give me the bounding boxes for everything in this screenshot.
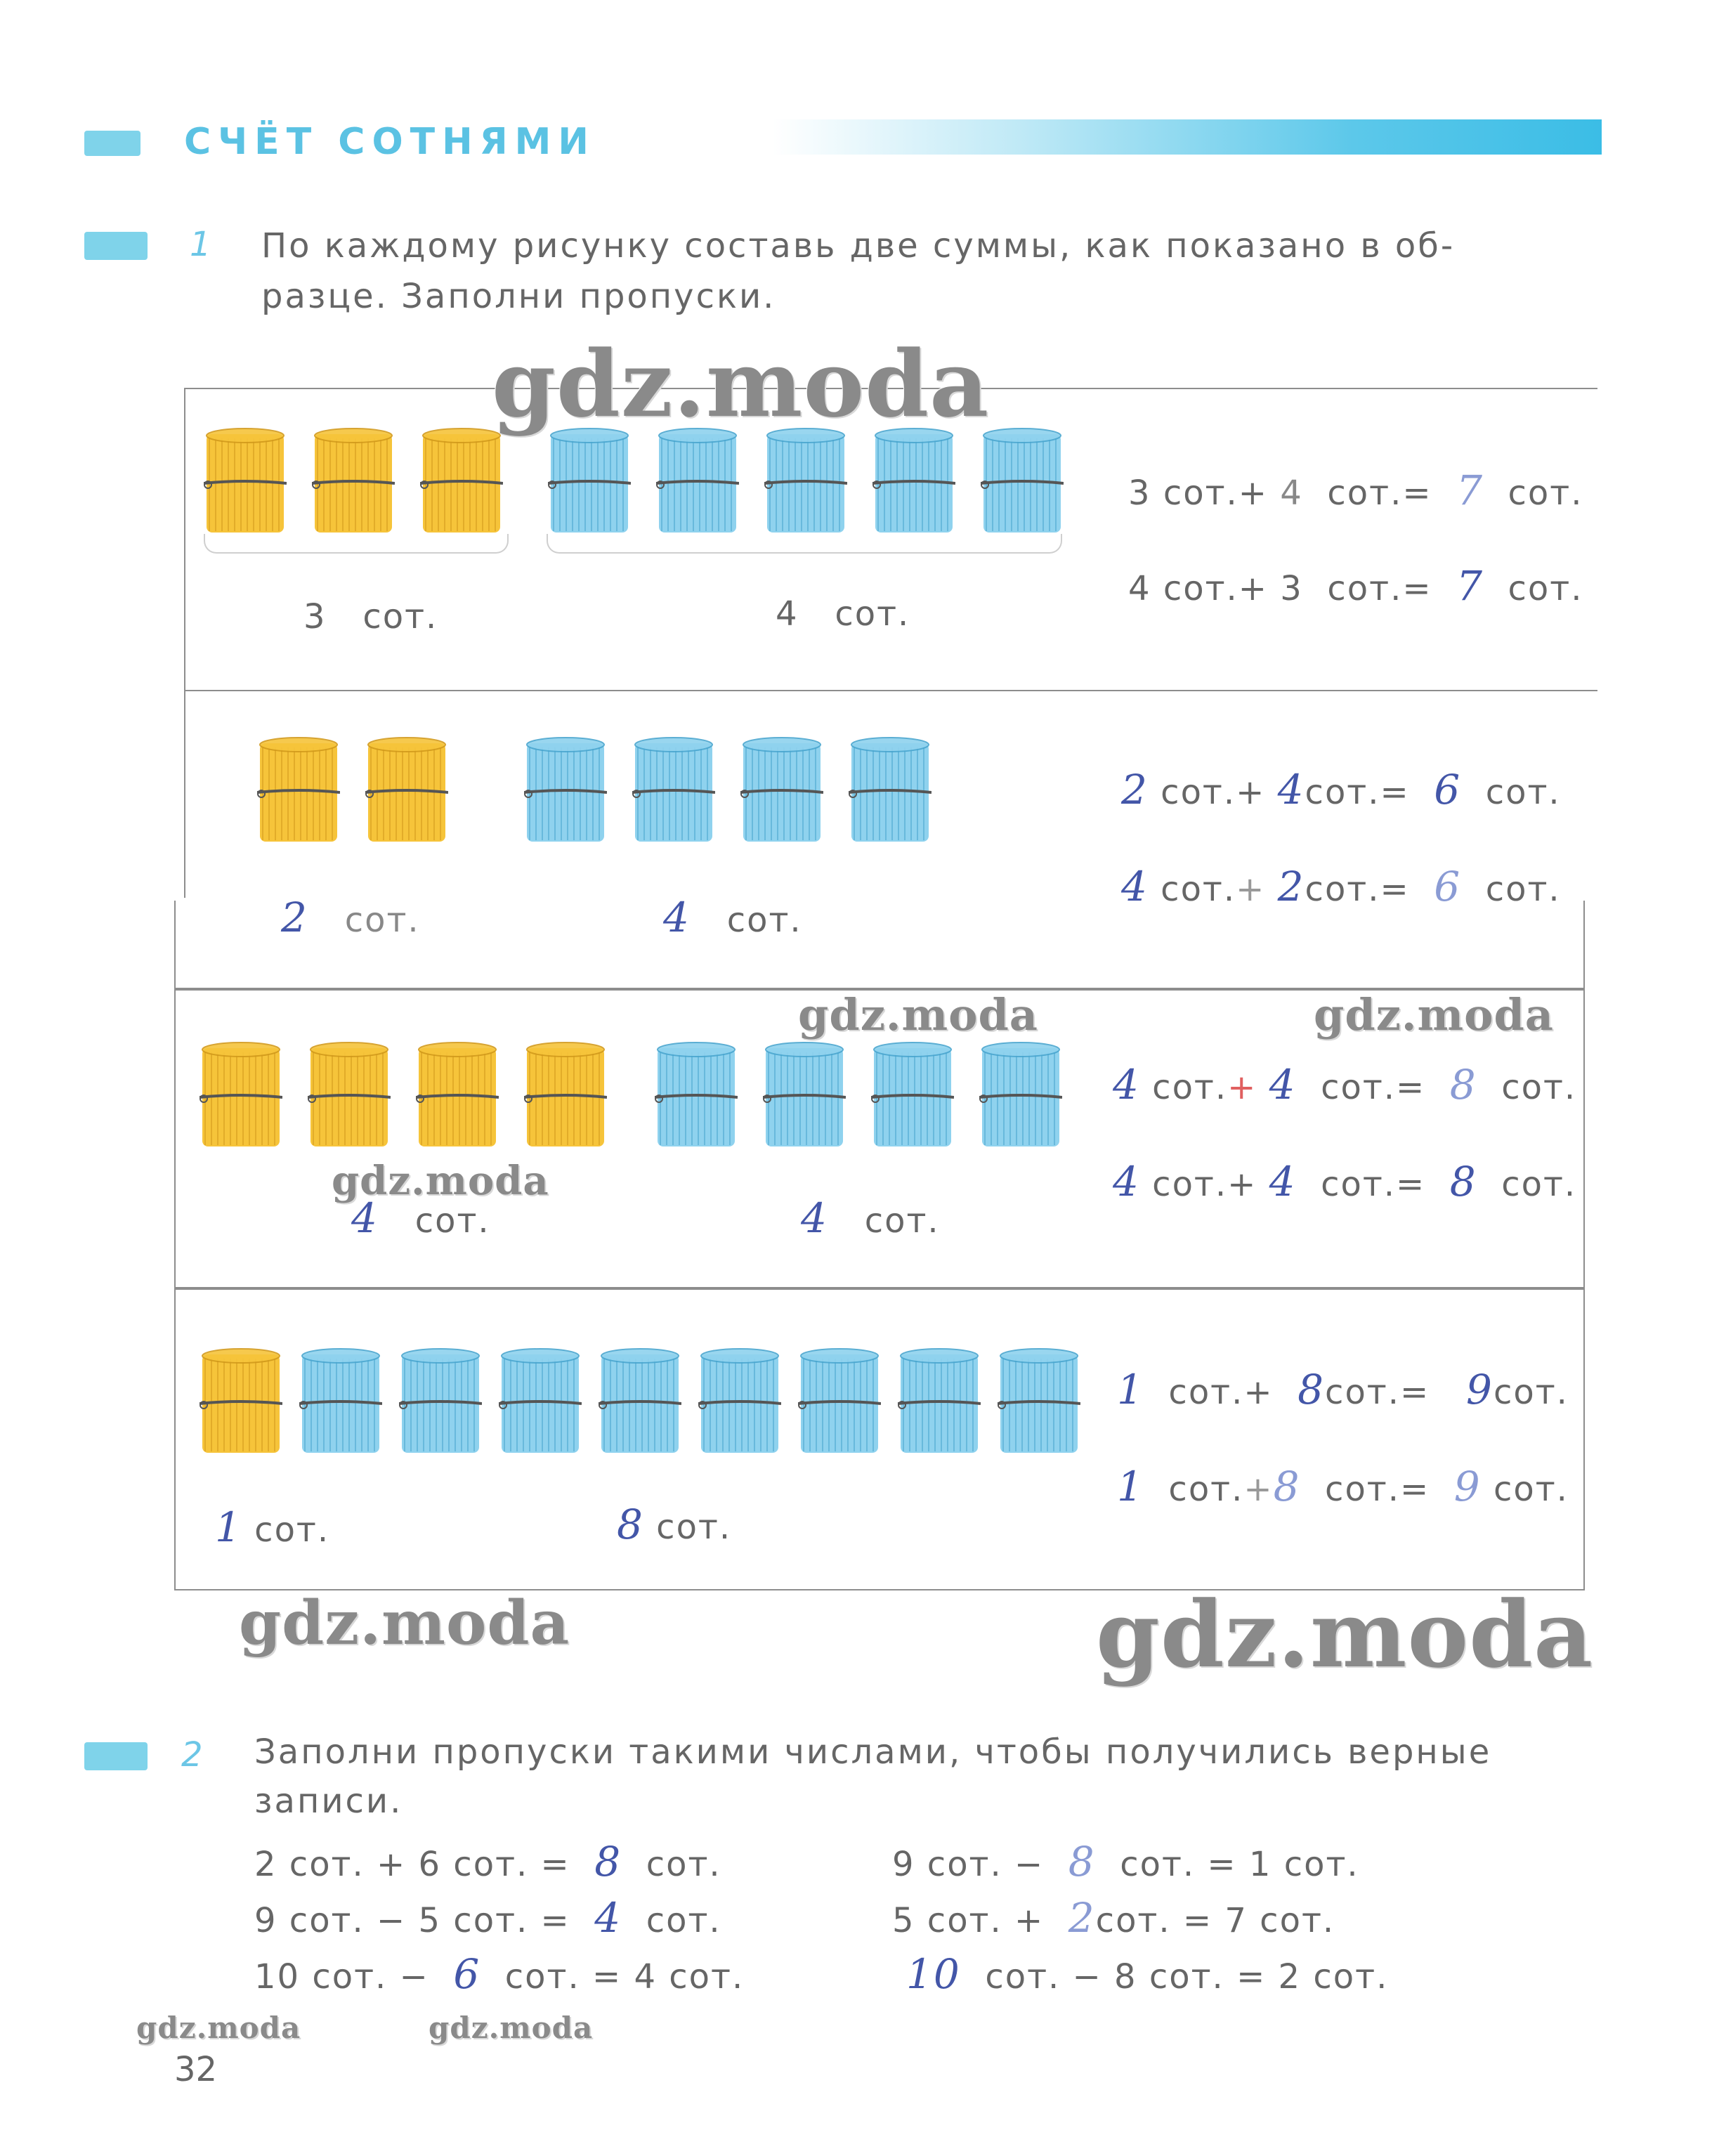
task1-number: 1 — [190, 225, 211, 264]
task2-right-line2: 5 сот. + 2сот. = 7 сот. — [892, 1894, 1335, 1942]
row3-caption-right: 4 сот. — [801, 1194, 940, 1242]
row4-caption-right: 8 сот. — [617, 1501, 732, 1548]
blue-bundle-icon — [849, 735, 932, 846]
page-number: 32 — [174, 2050, 218, 2089]
row1-caption-left: 3 сот. — [303, 597, 438, 636]
yellow-bundle-icon — [257, 735, 340, 846]
yellow-bundle-icon — [524, 1040, 607, 1151]
blue-bundle-icon — [698, 1346, 781, 1457]
blue-bundle-icon — [399, 1346, 482, 1457]
watermark: gdz.moda — [332, 1158, 549, 1204]
blue-bundle-icon — [871, 1040, 954, 1151]
blue-bundle-icon — [599, 1346, 681, 1457]
task2-number: 2 — [181, 1735, 203, 1775]
watermark: gdz.moda — [136, 2011, 301, 2045]
row1-brace-left — [204, 534, 509, 554]
watermark: gdz.moda — [239, 1588, 570, 1659]
blue-bundle-icon — [632, 735, 715, 846]
task1-text-line1: По каждому рисунку составь две суммы, как показано в об- — [261, 226, 1456, 266]
watermark: gdz.moda — [1314, 989, 1554, 1040]
task2-marker — [84, 1742, 148, 1770]
blue-bundle-icon — [898, 1346, 981, 1457]
task2-left-line1: 2 сот. + 6 сот. = 8 сот. — [254, 1838, 721, 1886]
yellow-bundle-icon — [204, 426, 287, 537]
yellow-bundle-icon — [416, 1040, 499, 1151]
blue-bundle-icon — [656, 426, 739, 537]
header-gradient-bar — [773, 119, 1602, 155]
row1-brace-right — [547, 534, 1062, 554]
blue-bundle-icon — [798, 1346, 881, 1457]
task1-marker — [84, 232, 148, 260]
yellow-bundle-icon — [308, 1040, 391, 1151]
row1-equation1: 3 сот.+ 4 сот.= 7 сот. — [1128, 466, 1583, 514]
row1-equation2: 4 сот.+ 3 сот.= 7 сот. — [1128, 562, 1583, 610]
task2-text-line1: Заполни пропуски такими числами, чтобы получились верные — [254, 1732, 1492, 1772]
blue-bundle-icon — [524, 735, 607, 846]
task2-text-line2: записи. — [254, 1782, 403, 1821]
row1-caption-right: 4 сот. — [776, 594, 910, 634]
task2-left-line2: 9 сот. − 5 сот. = 4 сот. — [254, 1894, 721, 1942]
blue-bundle-icon — [979, 1040, 1062, 1151]
blue-bundle-icon — [981, 426, 1064, 537]
section-marker — [84, 131, 140, 156]
blue-bundle-icon — [299, 1346, 382, 1457]
task2-right-line1: 9 сот. − 8 сот. = 1 сот. — [892, 1838, 1359, 1886]
blue-bundle-icon — [872, 426, 955, 537]
task1-text-line2: разце. Заполни пропуски. — [261, 277, 776, 316]
blue-bundle-icon — [740, 735, 823, 846]
row2-equation1: 2 сот.+ 4сот.= 6 сот. — [1121, 766, 1561, 814]
row2-equation2: 4 сот.+ 2сот.= 6 сот. — [1121, 863, 1561, 910]
row4-equation2: 1 сот.+8 сот.= 9 сот. — [1117, 1463, 1569, 1510]
row3-caption-left: 4 сот. — [351, 1194, 490, 1242]
watermark: gdz.moda — [429, 2011, 594, 2045]
yellow-bundle-icon — [365, 735, 448, 846]
yellow-bundle-icon — [420, 426, 503, 537]
row2-caption-right: 4 сот. — [663, 894, 802, 941]
section-title: СЧЁТ СОТНЯМИ — [184, 121, 596, 163]
row2-caption-left: 2 сот. — [281, 894, 420, 941]
row4-equation1: 1 сот.+ 8сот.= 9сот. — [1117, 1366, 1569, 1413]
blue-bundle-icon — [764, 426, 847, 537]
blue-bundle-icon — [763, 1040, 846, 1151]
task2-right-line3: 10 сот. − 8 сот. = 2 сот. — [906, 1950, 1389, 1998]
yellow-bundle-icon — [312, 426, 395, 537]
task2-left-line3: 10 сот. − 6 сот. = 4 сот. — [254, 1950, 745, 1998]
watermark: gdz.moda — [1096, 1581, 1594, 1688]
row4-caption-left: 1 сот. — [215, 1503, 330, 1551]
row3-equation2: 4 сот.+ 4 сот.= 8 сот. — [1113, 1158, 1577, 1206]
blue-bundle-icon — [655, 1040, 738, 1151]
row3-equation1: 4 сот.+ 4 сот.= 8 сот. — [1113, 1061, 1577, 1109]
blue-bundle-icon — [998, 1346, 1080, 1457]
yellow-bundle-icon — [200, 1040, 282, 1151]
yellow-bundle-icon — [200, 1346, 282, 1457]
blue-bundle-icon — [548, 426, 631, 537]
watermark: gdz.moda — [492, 330, 990, 438]
watermark: gdz.moda — [798, 989, 1038, 1040]
blue-bundle-icon — [499, 1346, 582, 1457]
